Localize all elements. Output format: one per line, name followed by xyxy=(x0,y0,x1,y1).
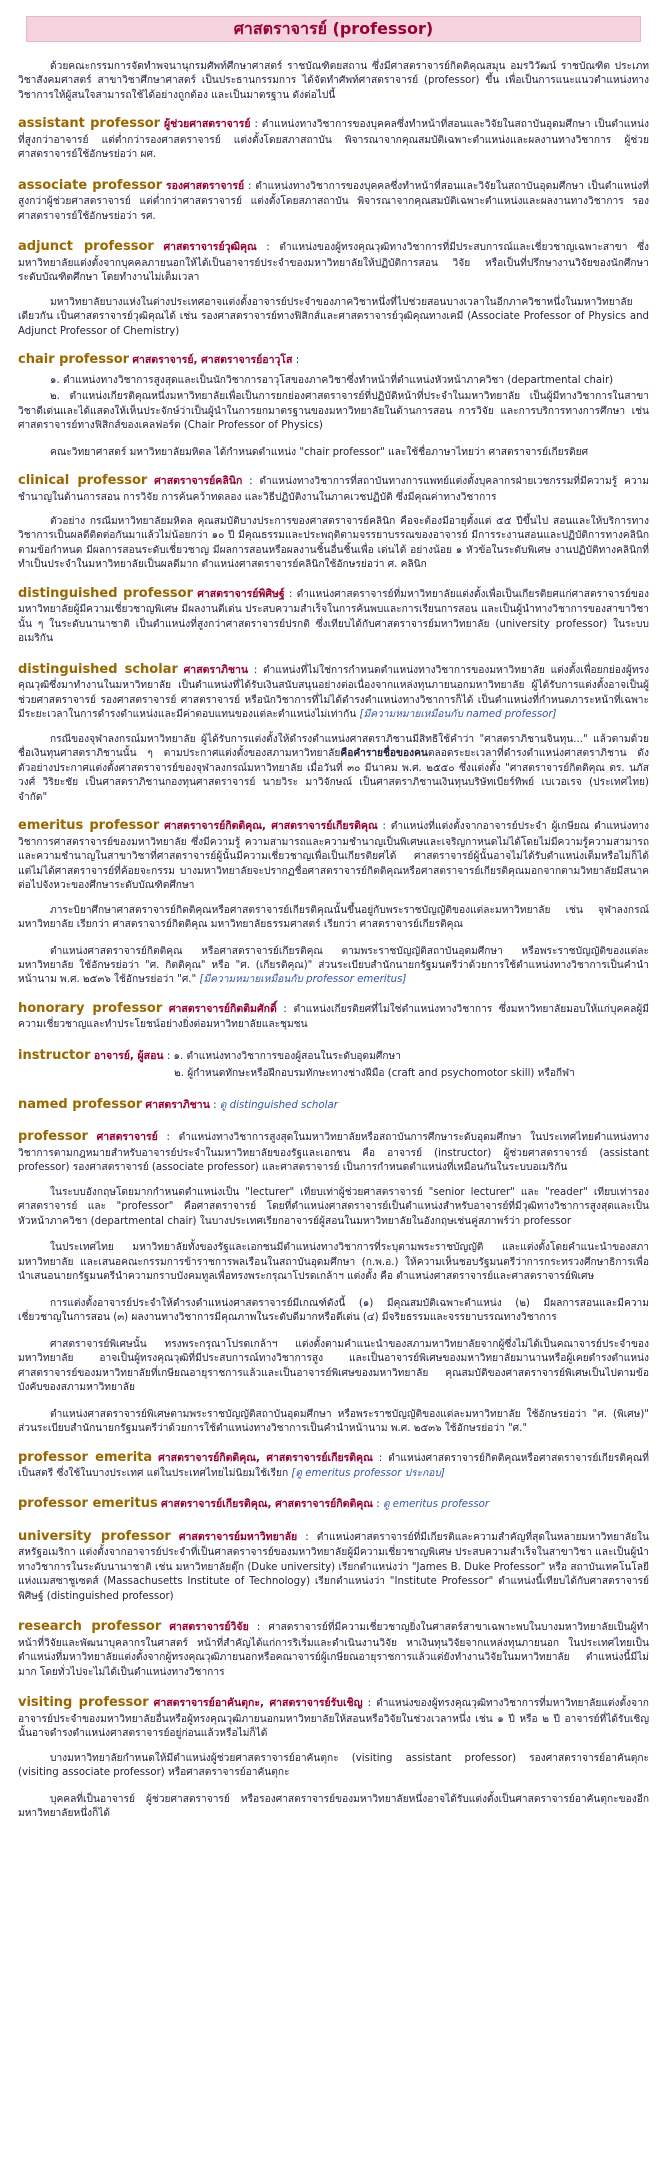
entry-clinical-professor xyxy=(18,472,649,505)
entry-thai-term: ศาสตราจารย์ xyxy=(96,1131,158,1144)
entry-assistant-professor xyxy=(18,115,649,162)
entry-research-professor xyxy=(18,1618,649,1680)
entry-thai-term: ศาสตราจารย์กิตติคุณ, ศาสตราจารย์เกียรติคุณ xyxy=(164,820,378,833)
visiting-paragraph-1: บางมหาวิทยาลัยกำหนดให้มีตำแหน่งผู้ช่วยศาสตราจารย์อาคันตุกะ (visiting assistant professor) รองศาสตราจารย์อาคันตุกะ (visiting associate professor) หรือศาสตราจารย์อาคันตุกะ xyxy=(18,1752,649,1779)
cross-reference-note: ดู emeritus professor xyxy=(382,1499,490,1511)
entry-term: professor emeritus xyxy=(18,1496,158,1512)
professor-paragraph-2: ในประเทศไทย มหาวิทยาลัยทั้งของรัฐและเอกชนมีตำแหน่งทางวิชาการที่ระบุตามพระราชบัญญัติ และแต่งตั้งโดยคำแนะนำของสภามหาวิทยาลัย และเสนอคณะกรรมการข้าราชการพลเรือนในสถาบันอุดมศึกษา (ก.พ.อ.) ให้ความเห็นชอบรัฐมนตรีว่าการกระทรวงศึกษาธิการเพื่อนำเสนอนายกรัฐมนตรีนำความกราบบังคมทูลเพื่อทรงพระกรุณาโปรดเกล้าฯ แต่งตั้ง คือ ตำแหน่งศาสตราจารย์และศาสตราจารย์พิเศษ xyxy=(18,1242,649,1283)
entry-thai-term: ศาสตราจารย์คลินิก xyxy=(154,475,243,488)
clinical-paragraph: ตัวอย่าง กรณีมหาวิทยาลัยมหิดล คุณสมบัติบางประการของศาสตราจารย์คลินิก คือจะต้องมีอายุตั้งแต่ ๕๕ ปีขึ้นไป สอนและให้บริการทางวิชาการเป็นผลดีติดต่อกันมาแล้วไม่น้อยกว่า ๑๐ ปี มีคุณธรรมและประพฤติตามจรรยาบรรณของอาจารย์ มีการระงานสอนและปฏิบัติการทางคลินิกตามข้อกำหนด มีผลการสอนระดับเชี่ยวชาญ มีผลการสอนหรือผลงานชิ้นอื่นชิ้นเพื่อ เด่นได้ อย่างน้อย ๑ หัวข้อในระดับพิเศษ งานปฏิบัติทางคลินิกที่ทำเป็นประจำในมหาวิทยาลัยเป็นผลดีมาก ตำแหน่งศาสตราจารย์คลินิกใช้อักษรย่อว่า ศ. คลินิก xyxy=(18,515,649,571)
intro-paragraph: ด้วยคณะกรรมการจัดทำพจนานุกรมศัพท์ศึกษาศาสตร์ ราชบัณฑิตยสถาน ซึ่งมีศาสตราจารย์กิตติคุณสมุน อมรวิวัฒน์ ราชบัณฑิต ประเภทวิชาสังคมศาสตร์ สาขาวิชาศึกษาศาสตร์ เป็นประธานกรรมการ ได้จัดทำศัพท์ศาสตราจารย์ (professor) ขึ้น เพื่อเป็นการแนะแนวตำแหน่งทางวิชาการให้ผู้สนใจสามารถใช้ได้อย่างถูกต้อง และเป็นมาตรฐาน ดังต่อไปนี้ xyxy=(18,61,649,101)
entry-term: named professor xyxy=(18,1096,143,1112)
entry-term: associate professor xyxy=(18,177,163,193)
entry-term: university professor xyxy=(18,1528,171,1544)
entry-definition: : ตำแหน่งเกียรติยศที่ไม่ใช่ตำแหน่งทางวิชาการ ซึ่งมหาวิทยาลัยมอบให้แก่บุคคลผู้มีความเชี่ยวชาญและทำประโยชน์อย่างยิ่งต่อมหาวิทยาลัยและชุมชน xyxy=(18,1003,649,1031)
entry-associate-professor xyxy=(18,177,649,224)
entry-definition: : ตำแหน่งทางวิชาการของบุคคลซึ่งทำหน้าที่สอนและวิจัยในสถาบันอุดมศึกษา เป็นตำแหน่งที่สูงกว่าอาจารย์ แต่ต่ำกว่ารองศาสตราจารย์ แต่งตั้งโดยสภาสถาบัน พิจารณาจากคุณสมบัติเฉพาะตำแหน่งและผลงานทางวิชาการ ผู้ช่วยศาสตราจารย์ใช้อักษรย่อว่า ผศ. xyxy=(18,119,649,161)
page-title: ศาสตราจารย์ (professor) xyxy=(233,18,434,38)
entry-thai-term: ศาสตราจารย์อาคันตุกะ, ศาสตราจารย์รับเชิญ xyxy=(153,1697,363,1710)
entry-thai-term: ศาสตราจารย์พิศิษฐ์ xyxy=(197,587,285,600)
entry-term: instructor xyxy=(18,1047,91,1063)
chair-paragraph: คณะวิทยาศาสตร์ มหาวิทยาลัยมหิดล ได้กำหนดตำแหน่ง "chair professor" และใช้ชื่อภาษาไทยว่า ศาสตราจารย์เกียรติยศ xyxy=(50,446,589,458)
entry-thai-term: รองศาสตราจารย์ xyxy=(165,179,245,192)
entry-distinguished-professor xyxy=(18,585,649,647)
professor-paragraph-4: ศาสตราจารย์พิเศษนั้น ทรงพระกรุณาโปรดเกล้าฯ แต่งตั้งตามคำแนะนำของสภามหาวิทยาลัยจากผู้ซึ่งไม่ได้เป็นคณาจารย์ประจำของมหาวิทยาลัย อาจเป็นผู้ทรงคุณวุฒิที่มีประสบการณ์ทางวิชาการสูง และเป็นอาจารย์พิเศษของมหาวิทยาลัยมานานหรือผู้เคยดำรงตำแหน่งศาสตราจารย์ของมหาวิทยาลัยที่เกษียณอายุราชการแล้วและเป็นอาจารย์พิเศษของมหาวิทยาลัย คุณสมบัติของศาสตราจารย์พิเศษเป็นไปตามข้อบังคับของสภามหาวิทยาลัย xyxy=(18,1338,649,1394)
ds-text-a: กรณีของจุฬาลงกรณ์มหาวิทยาลัย ผู้ได้รับการแต่งตั้งให้ดำรงตำแหน่งศาสตราภิชานมีสิทธิใช้คำว่า "ศาสตราภิชานจินทุน..." แล้วตามด้วยชื่อเงินทุนศาสตราภิชานนั้น ๆ ตามประกาศแต่งตั้งของสภามหาวิทยาลัย xyxy=(18,733,649,760)
entry-professor xyxy=(18,1128,649,1175)
emeritus-paragraph-1: ภาระบิยาศึกษาศาสตราจารย์กิตติคุณหรือศาสตราจารย์เกียรติคุณนั้นขึ้นอยู่กับพระราชบัญญัติของแต่ละมหาวิทยาลัย เช่น จุฬาลงกรณ์มหาวิทยาลัย เรียกว่า ศาสตราจารย์กิตติคุณ มหาวิทยาลัยธรรมศาสตร์ เรียกว่า ศาสตราจารย์เกียรติคุณ xyxy=(18,904,649,931)
entry-university-professor xyxy=(18,1528,649,1604)
entry-honorary-professor xyxy=(18,1000,649,1033)
entry-emeritus-professor xyxy=(18,817,649,893)
entry-definition: : ตำแหน่งศาสตราจารย์กิตติคุณหรือศาสตราจารย์เกียรติคุณที่เป็นสตรี ซึ่งใช้ในบางประเทศ แต่ในประเทศไทยไม่นิยมใช้เรียก xyxy=(18,1452,649,1479)
entry-definition: : xyxy=(295,355,300,367)
entry-term: distinguished scholar xyxy=(18,661,178,677)
entry-term: chair professor xyxy=(18,352,130,368)
entry-definition: : ตำแหน่งทางวิชาการสูงสุดในมหาวิทยาลัยหรือสถาบันการศึกษาระดับอุดมศึกษา ในประเทศไทยตำแหน่งทางวิชาการตามกฎหมายสำหรับอาจารย์ประจำในมหาวิทยาลัยของรัฐและเอกชน คือ อาจารย์ (instructor) ผู้ช่วยศาสตราจารย์ (assistant professor) รองศาสตราจารย์ (associate professor) และศาสตราจารย์ เป็นการกำหนดตำแหน่งที่เหมือนกันในระบบอเมริกัน xyxy=(18,1132,649,1174)
entry-term: emeritus professor xyxy=(18,818,160,834)
instructor-line-2: ๒. ผู้กำหนดทักษะหรือฝึกอบรมทักษะทางช่างฝีมือ (craft and psychomotor skill) หรือกีฬา xyxy=(174,1068,575,1080)
visiting-paragraph-2: บุคคลที่เป็นอาจารย์ ผู้ช่วยศาสตราจารย์ หรือรองศาสตราจารย์ของมหาวิทยาลัยหนึ่งอาจได้รับแต่งตั้งเป็นศาสตราจารย์อาคันตุกะของอีกมหาวิทยาลัยหนึ่งก็ได้ xyxy=(18,1793,649,1820)
title-banner xyxy=(26,16,641,42)
entry-definition: : ตำแหน่งศาสตราจารย์ที่มหาวิทยาลัยแต่งตั้งเพื่อเป็นเกียรติยศแก่ศาสตราจารย์ของมหาวิทยาลัยผู้มีความเชี่ยวชาญพิเศษ มีผลงานดีเด่น ประสบความสำเร็จในการค้นพบและการเรียนการสอน และเป็นผู้นำทางวิชาการของสาขาวิชานั้น ๆ ในระดับนานาชาติ เป็นตำแหน่งที่สูงกว่าศาสตราจารย์ปรกติ ซึ่งเทียบได้กับศาสตราจารย์มหาวิทยาลัย (university professor) ในระบบอเมริกัน xyxy=(18,588,649,645)
entry-definition: : ศาสตราจารย์ที่มีความเชี่ยวชาญยิ่งในศาสตร์สาขาเฉพาะพบในบางมหาวิทยาลัยเป็นผู้ทำหน้าที่วิจัยและพัฒนาบุคลากรในศาสตร์ หน้าที่สำคัญได้แก่การริเริ่มและดำเนินงานวิจัย หาเงินทุนวิจัยจากแหล่งทุนภายนอก ในประเทศไทยเป็นตำแหน่งที่มหาวิทยาลัยแต่งตั้งจากผู้ทรงคุณวุฒิภายนอกหรือคณาจารย์ผู้เกษียณอายุราชการแล้วแต่ยังทำงานวิจัยในมหาวิทยาลัย ตำแหน่งนี้มีไม่มาก โดยทั่วไปจะไม่ได้เป็นตำแหน่งทางวิชาการ xyxy=(18,1622,649,1678)
entry-thai-term: ศาสตราจารย์กิตติมศักดิ์ xyxy=(168,1002,277,1015)
entry-term: assistant professor xyxy=(18,116,161,132)
entry-definition: : ตำแหน่งของผู้ทรงคุณวุฒิทางวิชาการที่มีประสบการณ์และเชี่ยวชาญเฉพาะสาขา ซึ่งมหาวิทยาลัยแต่งตั้งจากบุคคลภายนอกให้ได้เป็นอาจารย์ประจำของมหาวิทยาลัยให้ปฏิบัติการสอน วิจัย หรือเป็นที่ปรึกษางานวิจัยของนักศึกษาระดับบัณฑิตศึกษา โดยทำงานไม่เต็มเวลา xyxy=(18,242,649,284)
entry-thai-term: ศาสตราจารย์กิตติคุณ, ศาสตราจารย์เกียรติคุณ xyxy=(158,1451,373,1464)
entry-term: honorary professor xyxy=(18,1000,163,1016)
distinguished-scholar-paragraph xyxy=(18,733,649,805)
entry-definition: : ตำแหน่งทางวิชาการของบุคคลซึ่งทำหน้าที่สอนและวิจัยในสถาบันอุดมศึกษา เป็นตำแหน่งที่สูงกว่าผู้ช่วยศาสตราจารย์ แต่ต่ำกว่าศาสตราจารย์ แต่งตั้งโดยสภาสถาบัน พิจารณาจากคุณสมบัติเฉพาะตำแหน่งและผลงานทางวิชาการ รองศาสตราจารย์ใช้อักษรย่อว่า รศ. xyxy=(18,180,649,222)
ds-bold-text: คือคำรายชื่อของคน xyxy=(340,748,428,760)
cross-reference-note: ดู distinguished scholar xyxy=(219,1099,338,1111)
entry-thai-term: ศาสตราจารย์วิจัย xyxy=(169,1621,249,1634)
entry-thai-term: ผู้ช่วยศาสตราจารย์ xyxy=(164,118,251,131)
entry-term: clinical professor xyxy=(18,473,148,489)
entry-adjunct-professor xyxy=(18,238,649,285)
entry-thai-term: ศาสตราภิชาน xyxy=(183,663,249,676)
entry-term: research professor xyxy=(18,1619,162,1635)
entry-thai-term: อาจารย์, ผู้สอน xyxy=(93,1049,164,1062)
entry-term: distinguished professor xyxy=(18,585,194,601)
emeritus-paragraph-2 xyxy=(18,945,649,988)
entry-visiting-professor xyxy=(18,1694,649,1741)
entry-professor-emerita xyxy=(18,1449,649,1482)
entry-term: adjunct professor xyxy=(18,239,154,255)
entry-term: professor xyxy=(18,1129,88,1145)
entry-term: professor emerita xyxy=(18,1449,153,1465)
entry-professor-emeritus xyxy=(18,1495,649,1513)
professor-paragraph-1: ในระบบอังกฤษโดยมากกำหนดตำแหน่งเป็น "lecturer" เทียบเท่าผู้ช่วยศาสตราจารย์ "senior lecturer" และ "reader" เทียบเท่ารองศาสตราจารย์ และ "professor" คือศาสตราจารย์ โดยที่ตำแหน่งศาสตราจารย์เป็นตำแหน่งสำหรับอาจารย์ที่มีวุฒิทางวิชาการสูงสุดและเป็นหัวหน้าภาควิชา (departmental chair) ในบางประเทศเรียกอาจารย์ผู้สอนในมหาวิทยาลัยในอังกฤษเช่นคู่สภาพร์ว่า professor xyxy=(18,1186,649,1227)
entry-definition: : xyxy=(376,1499,383,1511)
entry-definition: : ตำแหน่งศาสตราจารย์ที่มีเกียรติและความสำคัญที่สุดในหลายมหาวิทยาลัยในสหรัฐอเมริกา แต่งตั้งจากอาจารย์ประจำที่เป็นศาสตราจารย์ของมหาวิทยาลัยผู้มีความเชี่ยวชาญพิเศษ ประสบความสำเร็จในสาขาวิชา และเป็นผู้นำทางวิชาการในระดับนานาชาติ เช่น มหาวิทยาลัยดุ๊ก (Duke university) เรียกตำแหน่งว่า "James B. Duke Professor" หรือ สถาบันเทคโนโลยีแห่งแมสซาชูเซตส์ (Massachusetts Institute of Technology) เรียกตำแหน่งว่า "Institute Professor" ตำแหน่งนี้เทียบได้กับศาสตราจารย์พิศิษฐ์ (distinguished professor) xyxy=(18,1531,649,1602)
entry-thai-term: ศาสตราภิชาน xyxy=(145,1098,210,1111)
cross-reference-note: [มีความหมายเหมือนกับ professor emeritus] xyxy=(199,974,407,986)
entry-definition: : xyxy=(213,1099,220,1111)
entry-definition: : ตำแหน่งทางวิชาการที่สถาบันทางการแพทย์แต่งตั้งบุคลากรฝ่ายเวชกรรมที่มีความรู้ ความชำนาญในด้านการสอน การวิจัย การค้นคว้าทดลอง และวิธีปฏิบัติงานในภาคเวชปฏิบัติ ซึ่งมีคุณค่าทางวิชาการ xyxy=(18,476,649,503)
entry-distinguished-scholar xyxy=(18,661,649,723)
entry-definition: : ตำแหน่งที่แต่งตั้งจากอาจารย์ประจำ ผู้เกษียณ ตำแหน่งทางวิชาการศาสตราจารย์ของมหาวิทยาลัย ซึ่งมีความรู้ ความสามารถและความชำนาญเป็นพิเศษและเจริญกาหนดไม่ได้โดยไม่มีความรู้ความสามารถและความชำนาญในสาขาวิชาที่ศาสตราจารย์ผู้นั้นมีความเชี่ยวชาญเพื่อเป็นเกียรติยศได้ ศาสตราจารย์ผู้นั้นอาจไม่ได้รับตำแหน่งเต็มหรือไม่ก็ได้ แต่ไม่ได้ศาสตราจารย์ที่ค้อยจะกรรม บางมหาวิทยาลัยจะปรากฏชื่อศาสตราจารย์กิตติคุณหรือศาสตราจารย์เกียรติคุณมอกจากตามวิทยาลัยมีสนาคต่อไปจังหวะของศึกษาระดับบัณฑิตศึกษา xyxy=(18,821,649,892)
ds-text-b: ตลอดระยะเวลาที่ดำรงตำแหน่งศาสตราภิชาน ดังตัวอย่างประกาศแต่งตั้งศาสตราจารย์ของจุฬาลงกรณ์มหาวิทยาลัย เมื่อวันที่ ๓๐ มีนาคม พ.ศ. ๒๕๕๐ ซึ่งแต่งตั้ง "ศาสตราจารย์กิตติคุณ ดร. นภัสวงศ์ วิริยะชัย เป็นศาสตราภิชานกองทุนศาสตราจารย์ นายวิระ มาวิจักษณ์ เป็นศาสตราภิชานเงินทุนบริษัทเบียร์ทิพย์ เบเวอเรจ (ประเทศไทย) จำกัด" xyxy=(18,748,649,803)
emeritus-text: ตำแหน่งศาสตราจารย์กิตติคุณ หรือศาสตราจารย์เกียรติคุณ ตามพระราชบัญญัติสถาบันอุดมศึกษา หรือพระราชบัญญัติของแต่ละมหาวิทยาลัย ใช้อักษรย่อว่า "ศ. กิตติคุณ" หรือ "ศ. (เกียรติคุณ)" ส่วนระเบียบสำนักนายกรัฐมนตรีว่าด้วยการใช้ตำแหน่งทางวิชาการเป็นคำนำหน้านาม พ.ศ. ๒๕๓๖ ใช้อักษรย่อว่า "ศ." xyxy=(18,945,649,986)
entry-definition: : ตำแหน่งของผู้ทรงคุณวุฒิทางวิชาการที่มหาวิทยาลัยแต่งตั้งจากอาจารย์ประจำของมหาวิทยาลัยอื่นหรือผู้ทรงคุณวุฒิภายนอกมหาวิทยาลัยให้สอนหรือวิจัยในช่วงเวลาหนึ่ง เช่น ๑ ปี หรือ ๒ ปี อาจารย์ที่ได้รับเชิญนั้นอาจดำรงตำแหน่งศาสตราจารย์อยู่ก่อนแล้วหรือไม่ก็ได้ xyxy=(18,1698,649,1740)
professor-paragraph-5: ตำแหน่งศาสตราจารย์พิเศษตามพระราชบัญญัติสถาบันอุดมศึกษา หรือพระราชบัญญัติของแต่ละมหาวิทยาลัย ใช้อักษรย่อว่า "ศ. (พิเศษ)" ส่วนระเบียบสำนักนายกรัฐมนตรีว่าด้วยการใช้ตำแหน่งทางวิชาการเป็นคำนำหน้านาม พ.ศ. ๒๕๓๖ ใช้อักษรย่อว่า "ศ." xyxy=(18,1408,649,1435)
entry-instructor xyxy=(18,1047,649,1065)
entry-named-professor xyxy=(18,1096,649,1114)
entry-thai-term: ศาสตราจารย์วุฒิคุณ xyxy=(163,241,257,254)
entry-thai-term: ศาสตราจารย์, ศาสตราจารย์อาวุโส xyxy=(132,354,293,367)
entry-term: visiting professor xyxy=(18,1695,149,1711)
entry-definition: : ตำแหน่งที่ไม่ใช่การกำหนดตำแหน่งทางวิชาการของมหาวิทยาลัย แต่งตั้งเพื่อยกย่องผู้ทรงคุณวุฒิซึ่งมาทำงานในมหาวิทยาลัย เป็นตำแหน่งที่ได้รับเงินสนับสนุนอย่างต่อเนื่องจากแหล่งทุนภายนอกมหาวิทยาลัย ผู้ได้รับการแต่งตั้งอาจเป็นผู้ช่วยศาสตราจารย์ รองศาสตราจารย์ ศาสตราจารย์ หรือนักวิชาการที่ไม่ได้ดำรงตำแหน่งทางวิชาการก็ได้ เป็นตำแหน่งที่กำหนดภาระหน้าที่เฉพาะ มีระยะเวลาในการดำรงตำแหน่งและมีค่าตอบแทนของแต่ละตำแหน่งไม่เท่ากัน xyxy=(18,664,649,721)
entry-thai-term: ศาสตราจารย์เกียรติคุณ, ศาสตราจารย์กิตติคุณ xyxy=(160,1498,374,1511)
chair-line-1: ๑. ตำแหน่งทางวิชาการสูงสุดและเป็นนักวิชาการอาวุโสของภาควิชาซึ่งทำหน้าที่ตำแหน่งหัวหน้าภาควิชา (departmental chair) xyxy=(50,374,614,386)
professor-paragraph-3: การแต่งตั้งอาจารย์ประจำให้ดำรงตำแหน่งศาสตราจารย์มีเกณฑ์ดังนี้ (๑) มีคุณสมบัติเฉพาะตำแหน่ง (๒) มีผลการสอนและมีความเชี่ยวชาญในการสอน (๓) ผลงานทางวิชาการมีคุณภาพในระดับดีมากหรือดีเด่น (๔) มีจริยธรรมและจรรยาบรรณทางวิชาการ xyxy=(18,1297,649,1324)
cross-reference-note: [มีความหมายเหมือนกับ named professor] xyxy=(359,709,557,721)
entry-definition: : ๑. ตำแหน่งทางวิชาการของผู้สอนในระดับอุดมศึกษา xyxy=(166,1050,401,1062)
cross-reference-note: [ดู emeritus professor ประกอบ] xyxy=(291,1467,445,1479)
entry-chair-professor xyxy=(18,351,649,369)
chair-line-2: ๒. ตำแหน่งเกียรติคุณหนึ่งมหาวิทยาลัยเพื่อเป็นการยกย่องศาสตราจารย์ที่ปฏิบัติหน้าที่ประจำในมหาวิทยาลัย เป็นผู้มีทางวิชาการในสาขาวิชาดีเด่นและได้แสดงให้เห็นประจักษ์ว่าเป็นผู้นำในการยกมาตรฐานของมหาวิทยาลัยในด้านการสอน การวิจัย และการบริการทางการศึกษา เช่น ศาสตราจารย์ทางฟิสิกส์ของเคลฟอร์ด (Chair Professor of Physics) xyxy=(18,391,649,432)
entry-thai-term: ศาสตราจารย์มหาวิทยาลัย xyxy=(178,1530,298,1543)
adjunct-paragraph: มหาวิทยาลัยบางแห่งในต่างประเทศอาจแต่งตั้งอาจารย์ประจำของภาควิชาหนึ่งที่ไปช่วยสอนบางเวลาในอีกภาควิชาหนึ่งในมหาวิทยาลัยเดียวกัน เป็นศาสตราจารย์วุฒิคุณได้ เช่น รองศาสตราจารย์ทางฟิสิกส์และศาสตราจารย์วุฒิคุณทางเคมี (Associate Professor of Physics and Adjunct Professor of Chemistry) xyxy=(18,296,649,337)
